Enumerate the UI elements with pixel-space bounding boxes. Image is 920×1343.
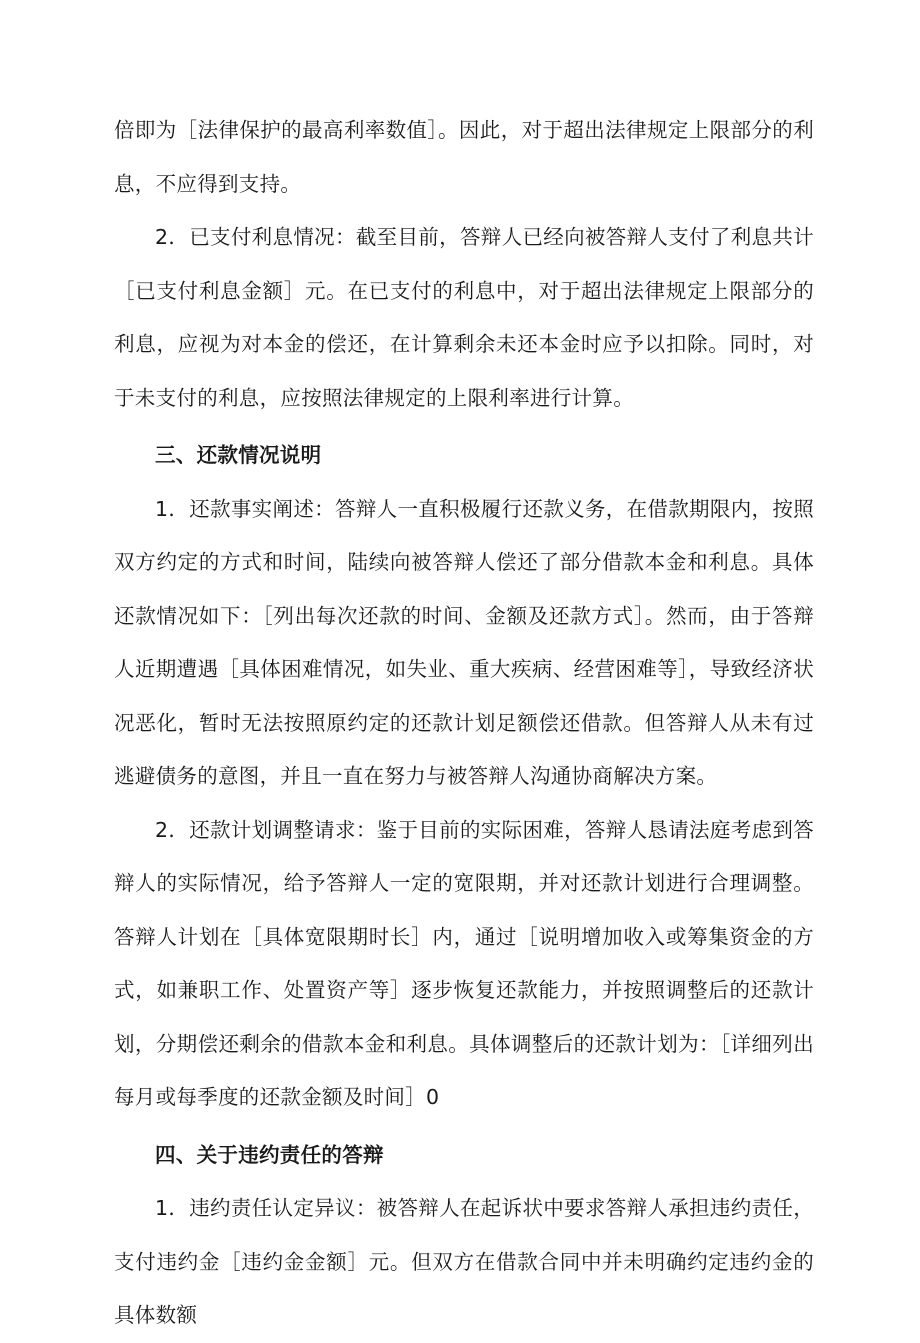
paragraph-breach-objection: 1．违约责任认定异议：被答辩人在起诉状中要求答辩人承担违约责任，支付违约金［违约金金额］元。但双方在借款合同中并未明确约定违约金的具体数额 — [114, 1196, 814, 1327]
paragraph-repayment-plan-adjustment: 2．还款计划调整请求：鉴于目前的实际困难，答辩人恳请法庭考虑到答辩人的实际情况，给予答辩人一定的宽限期，并对还款计划进行合理调整。答辩人计划在［具体宽限期时长］内，通过［说明增加收入或筹集资金的方式，如兼职工作、处置资产等］逐步恢复还款能力，并按照调整后的还款计划，分期偿还剩余的借款本金和利息。具体调整后的还款计划为：［详细列出每月或每季度的还款金额及时间］0 — [114, 817, 814, 1109]
paragraph-interest-limit-continued: 倍即为［法律保护的最高利率数值］。因此，对于超出法律规定上限部分的利息，不应得到支持。 — [114, 118, 814, 196]
section-heading-breach-liability: 四、关于违约责任的答辩 — [155, 1142, 384, 1167]
paragraph-repayment-facts: 1．还款事实阐述：答辩人一直积极履行还款义务，在借款期限内，按照双方约定的方式和时间，陆续向被答辩人偿还了部分借款本金和利息。具体还款情况如下：［列出每次还款的时间、金额及还款方式］。然而，由于答辩人近期遭遇［具体困难情况，如失业、重大疾病、经营困难等］，导致经济状况恶化，暂时无法按照原约定的还款计划足额偿还借款。但答辩人从未有过逃避债务的意图，并且一直在努力与被答辩人沟通协商解决方案。 — [114, 496, 814, 788]
paragraph-paid-interest: 2．已支付利息情况：截至目前，答辩人已经向被答辩人支付了利息共计［已支付利息金额］元。在已支付的利息中，对于超出法律规定上限部分的利息，应视为对本金的偿还，在计算剩余未还本金时应予以扣除。同时，对于未支付的利息，应按照法律规定的上限利率进行计算。 — [114, 225, 814, 410]
document-body — [114, 104, 814, 1343]
section-heading-repayment: 三、还款情况说明 — [155, 443, 322, 467]
